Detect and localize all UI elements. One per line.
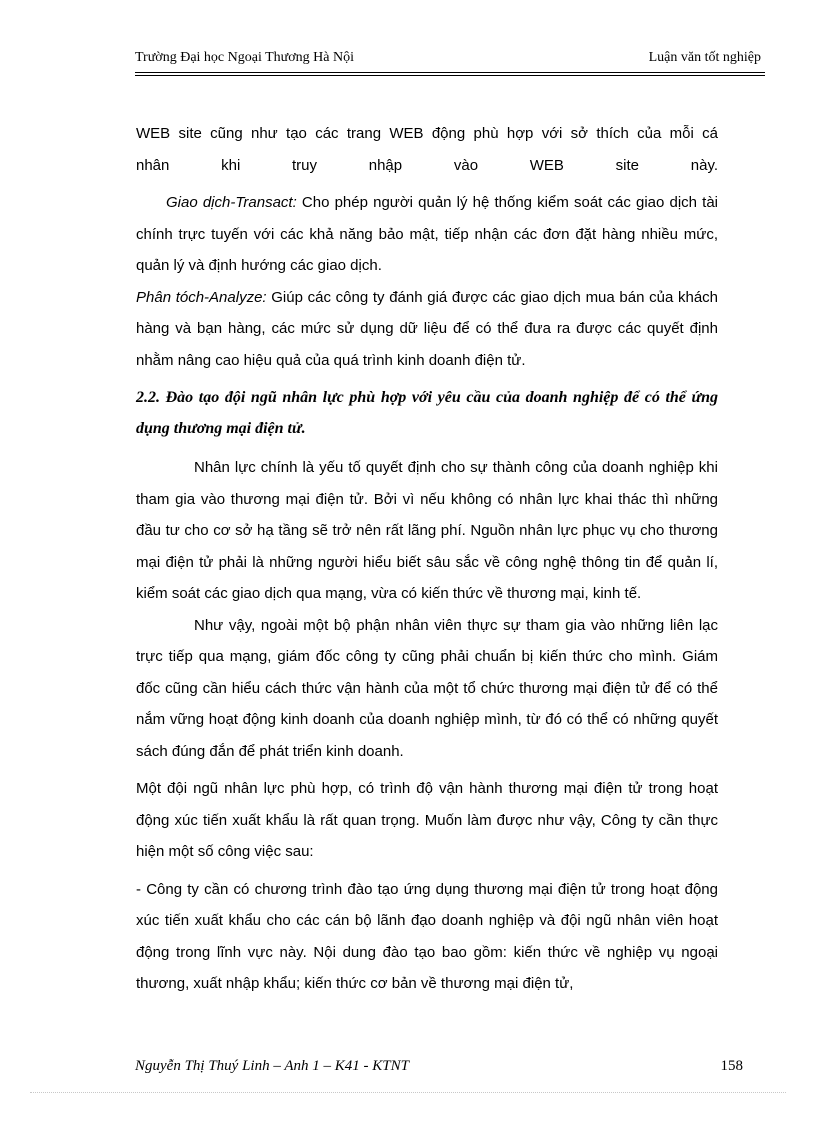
analyze-text: Giúp các công ty đánh giá được các giao dịch mua bán của khách hàng và bạn hàng, các mức sử dụng dữ liệu để có thể đưa ra được các quyết định nhằm nâng cao hiệu quả của quá trình kinh doanh điện tử. <box>136 288 719 369</box>
transact-label: Giao dịch-Transact: <box>166 194 297 211</box>
paragraph-transact <box>136 187 718 282</box>
page-body <box>136 118 718 1000</box>
header-document-type: Luận văn tốt nghiệp <box>648 50 761 65</box>
paragraph-analyze <box>136 282 718 377</box>
header-university: Trường Đại học Ngoại Thương Hà Nội <box>135 50 354 65</box>
paragraph-director: Như vậy, ngoài một bộ phận nhân viên thực sự tham gia vào những liên lạc trực tiếp qua mạng, giám đốc công ty cũng phải chuẩn bị kiến thức cho mình. Giám đốc cũng cần hiểu cách thức vận hành của một tổ chức thương mại điện tử để có thể nắm vững hoạt động kinh doanh của doanh nghiệp mình, từ đó có thể có những quyết sách đúng đắn để phát triển kinh doanh. <box>136 616 718 760</box>
paragraph-team: Một đội ngũ nhân lực phù hợp, có trình độ vận hành thương mại điện tử trong hoạt động xúc tiến xuất khẩu là rất quan trọng. Muốn làm được như vậy, Công ty cần thực hiện một số công việc sau: <box>136 780 718 860</box>
paragraph-1-line-1: WEB site cũng như tạo các trang WEB động phù hợp với sở thích của mỗi cá <box>136 125 718 142</box>
analyze-label: Phân tóch-Analyze: <box>136 288 267 306</box>
header-rule-bottom <box>135 75 765 76</box>
page-number: 158 <box>720 1058 743 1074</box>
page-bottom-border <box>30 1092 786 1093</box>
paragraph-human-resources: Nhân lực chính là yếu tố quyết định cho sự thành công của doanh nghiệp khi tham gia vào thương mại điện tử. Bởi vì nếu không có nhân lực khai thác thì những đầu tư cho cơ sở hạ tầng sẽ trở nên rất lãng phí. Nguồn nhân lực phục vụ cho thương mại điện tử phải là những người hiểu biết sâu sắc về công nghệ thông tin để quản lí, kiểm soát các giao dịch qua mạng, vừa có kiến thức về thương mại, kinh tế. <box>136 459 718 602</box>
paragraph-training: - Công ty cần có chương trình đào tạo ứng dụng thương mại điện tử trong hoạt động xúc tiến xuất khẩu cho các cán bộ lãnh đạo doanh nghiệp và đội ngũ nhân viên hoạt động trong lĩnh vực này. Nội dung đào tạo bao gồm: kiến thức về nghiệp vụ ngoại thương, xuất nhập khẩu; kiến thức cơ bản về thương mại điện tử, <box>136 880 718 992</box>
section-heading: 2.2. Đào tạo đội ngũ nhân lực phù hợp với yêu cầu của doanh nghiệp để có thể ứng dụng thương mại điện tử. <box>136 389 718 437</box>
transact-text: Cho phép người quản lý hệ thống kiểm soát các giao dịch tài chính trực tuyến với các khả năng bảo mật, tiếp nhận các đơn đặt hàng nhiều mức, quản lý và định hướng các giao dịch. <box>136 194 718 274</box>
header-rule-top <box>135 72 765 73</box>
page-header <box>135 50 761 70</box>
paragraph-1-line-2: nhân khi truy nhập vào WEB site này. <box>136 156 718 174</box>
footer-author: Nguyễn Thị Thuý Linh – Anh 1 – K41 - KTNT <box>135 1058 409 1074</box>
